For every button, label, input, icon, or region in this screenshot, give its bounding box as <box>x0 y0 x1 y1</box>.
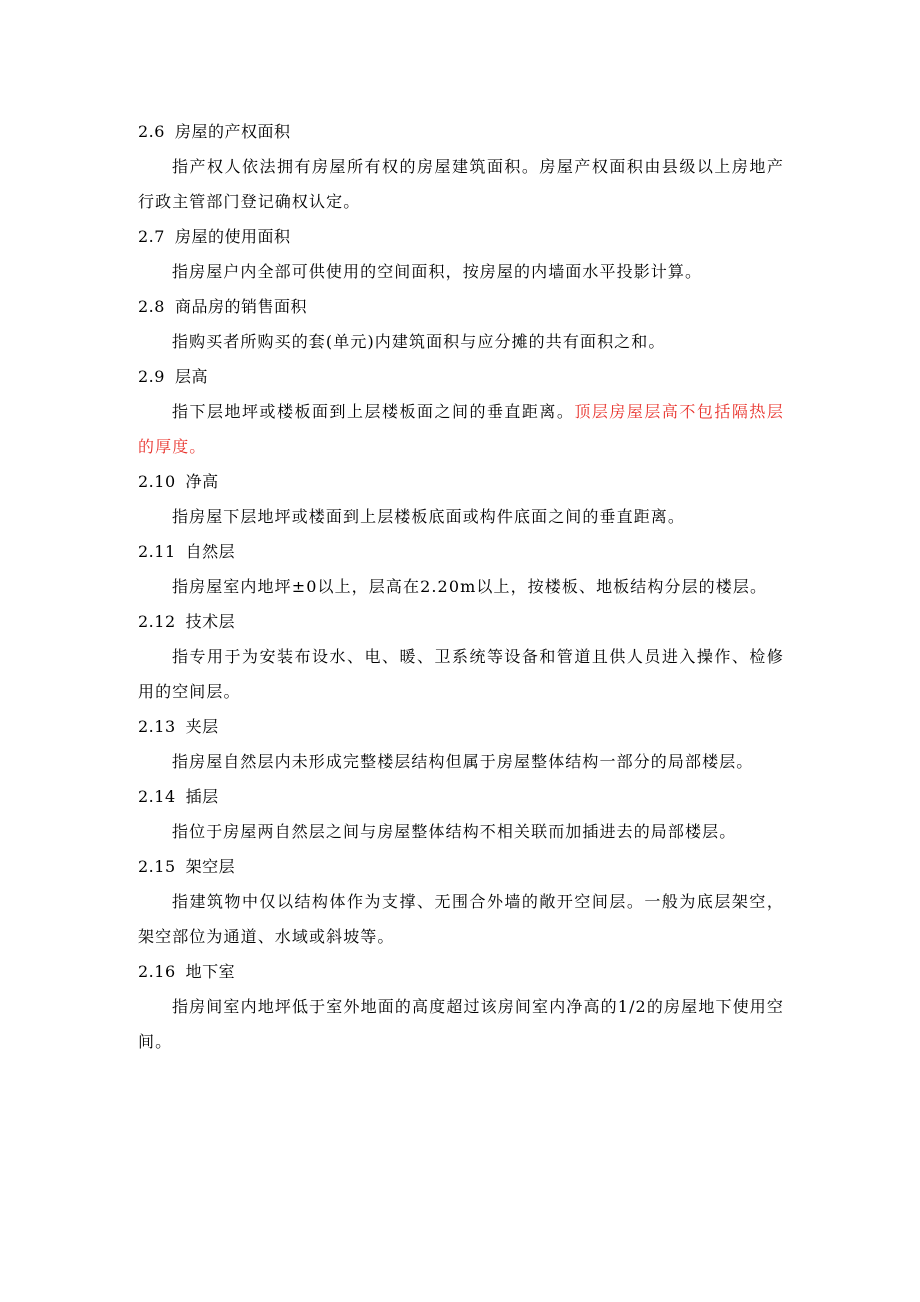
paragraph-text: 指房间室内地坪低于室外地面的高度超过该房间室内净高的1/2的房屋地下使用空间。 <box>138 997 784 1051</box>
section-paragraph <box>138 884 784 954</box>
paragraph-text: 指下层地坪或楼板面到上层楼板面之间的垂直距离。 <box>172 402 575 421</box>
section-heading <box>138 219 784 254</box>
section-number: 2.15 <box>138 857 176 876</box>
section-paragraph <box>138 499 784 534</box>
section-paragraph <box>138 394 784 464</box>
paragraph-text: 指房屋下层地坪或楼面到上层楼板底面或构件底面之间的垂直距离。 <box>172 507 686 526</box>
section-2-7 <box>138 219 784 289</box>
section-title: 房屋的使用面积 <box>174 227 291 246</box>
section-2-13 <box>138 709 784 779</box>
section-2-10 <box>138 464 784 534</box>
section-title: 净高 <box>185 472 219 491</box>
section-number: 2.7 <box>138 227 165 246</box>
section-2-16 <box>138 954 784 1059</box>
section-heading <box>138 779 784 814</box>
section-number: 2.16 <box>138 962 176 981</box>
section-title: 夹层 <box>185 717 219 736</box>
section-heading <box>138 464 784 499</box>
highlighted-note: 顶层房屋层高不包括隔热层的厚度。 <box>138 402 785 456</box>
section-heading <box>138 604 784 639</box>
section-title: 房屋的产权面积 <box>174 122 291 141</box>
paragraph-text: 指房屋自然层内未形成完整楼层结构但属于房屋整体结构一部分的局部楼层。 <box>172 752 754 771</box>
section-2-12 <box>138 604 784 709</box>
section-title: 地下室 <box>185 962 236 981</box>
section-number: 2.10 <box>138 472 176 491</box>
document-body <box>138 114 784 1059</box>
section-paragraph <box>138 814 784 849</box>
section-number: 2.11 <box>138 542 176 561</box>
paragraph-text: 指房屋室内地坪±0以上，层高在2.20m以上，按楼板、地板结构分层的楼层。 <box>172 577 768 596</box>
section-paragraph <box>138 569 784 604</box>
paragraph-text: 指房屋户内全部可供使用的空间面积，按房屋的内墙面水平投影计算。 <box>172 262 703 281</box>
section-number: 2.14 <box>138 787 176 806</box>
section-title: 技术层 <box>185 612 236 631</box>
section-heading <box>138 849 784 884</box>
section-heading <box>138 709 784 744</box>
section-number: 2.13 <box>138 717 176 736</box>
section-paragraph <box>138 324 784 359</box>
section-number: 2.8 <box>138 297 165 316</box>
paragraph-text: 指建筑物中仅以结构体作为支撑、无围合外墙的敞开空间层。一般为底层架空，架空部位为通道、水域或斜坡等。 <box>138 892 784 946</box>
section-title: 商品房的销售面积 <box>174 297 307 316</box>
section-paragraph <box>138 744 784 779</box>
section-heading <box>138 289 784 324</box>
section-2-9 <box>138 359 784 464</box>
section-paragraph <box>138 149 784 219</box>
section-title: 插层 <box>185 787 219 806</box>
section-2-14 <box>138 779 784 849</box>
paragraph-text: 指专用于为安装布设水、电、暖、卫系统等设备和管道且供人员进入操作、检修用的空间层。 <box>138 647 784 701</box>
section-number: 2.6 <box>138 122 165 141</box>
paragraph-text: 指购买者所购买的套(单元)内建筑面积与应分摊的共有面积之和。 <box>172 332 666 351</box>
paragraph-text: 指位于房屋两自然层之间与房屋整体结构不相关联而加插进去的局部楼层。 <box>172 822 737 841</box>
section-paragraph <box>138 254 784 289</box>
section-heading <box>138 114 784 149</box>
section-paragraph <box>138 989 784 1059</box>
section-number: 2.12 <box>138 612 176 631</box>
paragraph-text: 指产权人依法拥有房屋所有权的房屋建筑面积。房屋产权面积由县级以上房地产行政主管部门登记确权认定。 <box>138 157 784 211</box>
section-title: 架空层 <box>185 857 236 876</box>
section-heading <box>138 359 784 394</box>
section-heading <box>138 534 784 569</box>
section-title: 层高 <box>174 367 208 386</box>
section-2-15 <box>138 849 784 954</box>
section-heading <box>138 954 784 989</box>
section-title: 自然层 <box>185 542 236 561</box>
section-2-8 <box>138 289 784 359</box>
section-paragraph <box>138 639 784 709</box>
section-number: 2.9 <box>138 367 165 386</box>
section-2-6 <box>138 114 784 219</box>
section-2-11 <box>138 534 784 604</box>
